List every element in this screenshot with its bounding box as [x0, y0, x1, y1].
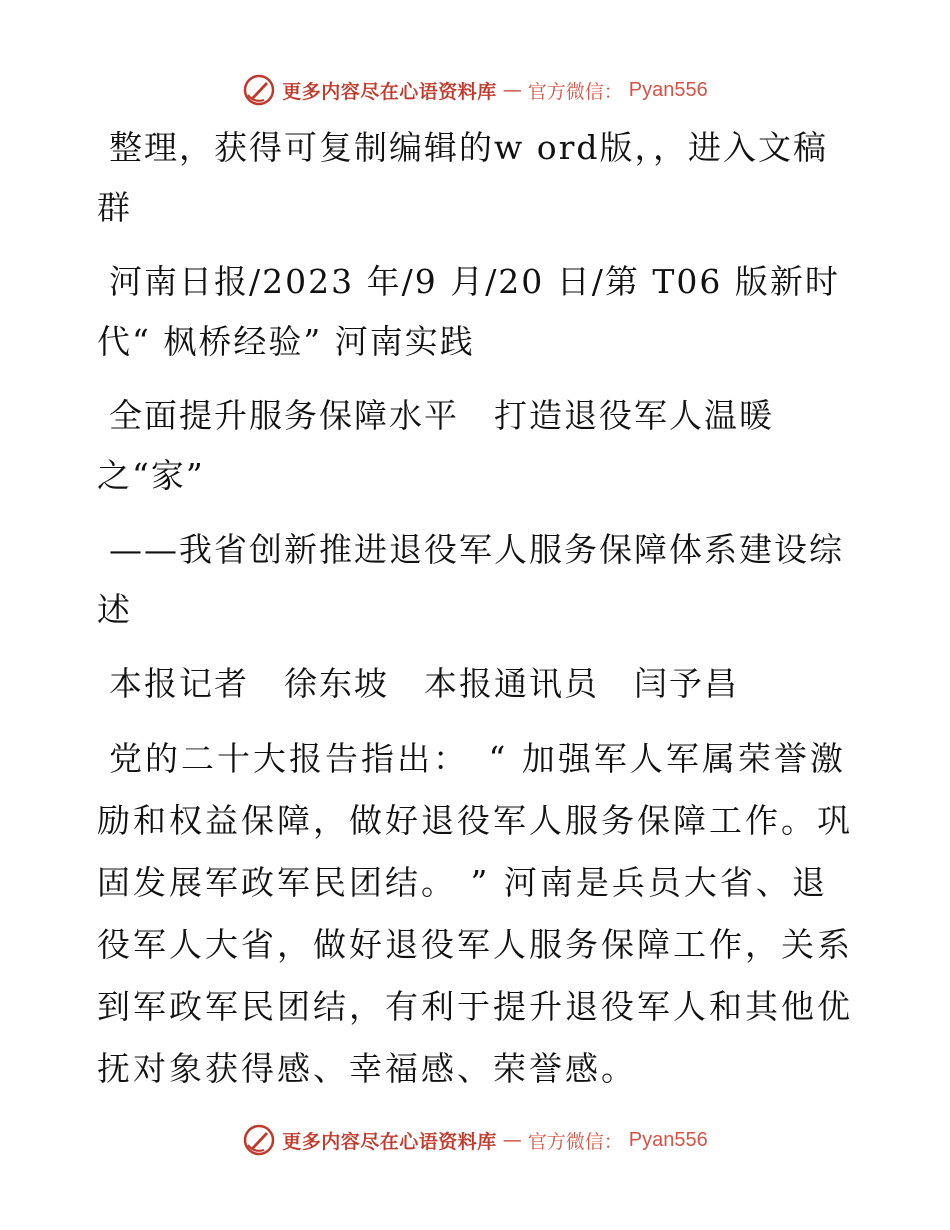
intro-paragraph: 整理，获得可复制编辑的w ord版，，进入文稿群	[97, 128, 829, 227]
watermark-id: Pyan556	[628, 78, 708, 101]
watermark-dash: —	[502, 79, 522, 101]
quill-logo-icon	[242, 1123, 276, 1157]
watermark-dash: —	[502, 1129, 522, 1151]
watermark-id: Pyan556	[628, 1128, 708, 1151]
watermark-text: 更多内容尽在心语资料库	[282, 80, 497, 103]
byline: 本报记者 徐东坡 本报通讯员 闫予昌	[109, 664, 739, 703]
watermark-banner-bottom	[0, 1120, 950, 1160]
source-line: 河南日报/2023 年/9 月/20 日/第 T06 版新时代“ 枫桥经验” 河南实践	[97, 262, 840, 361]
quill-logo-icon	[242, 73, 276, 107]
headline: 全面提升服务保障水平 打造退役军人温暖之“家”	[97, 396, 774, 495]
subheadline: ——我省创新推进退役军人服务保障体系建设综述	[97, 530, 844, 629]
watermark-banner-top	[0, 70, 950, 110]
body-paragraph: 党的二十大报告指出： “ 加强军人军属荣誉激励和权益保障，做好退役军人服务保障工作。巩固发展军政军民团结。 ” 河南是兵员大省、退役军人大省，做好退役军人服务保障工作，关系到军政军民团结，有利于提升退役军人和其他优抚对象获得感、幸福感、荣誉感。	[97, 739, 853, 1088]
watermark-label: 官方微信：	[527, 1130, 623, 1153]
article-content	[97, 118, 857, 1114]
watermark-text: 更多内容尽在心语资料库	[282, 1130, 497, 1153]
watermark-label: 官方微信：	[527, 80, 623, 103]
